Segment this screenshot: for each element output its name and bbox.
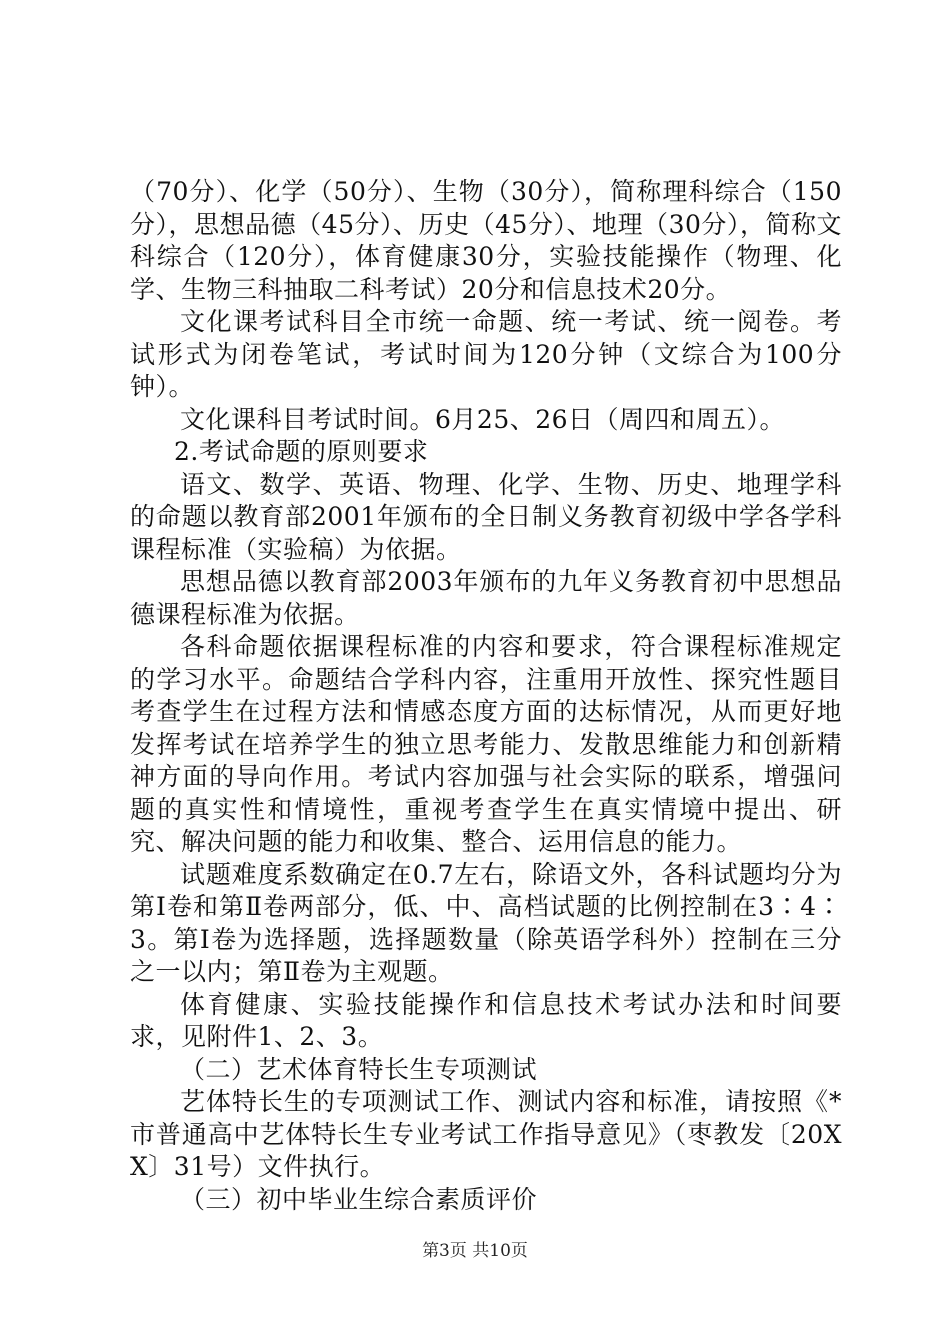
- paragraph-ethics-basis: 思想品德以教育部2003年颁布的九年义务教育初中思想品德课程标准为依据。: [130, 567, 842, 629]
- page-number-footer: 第3页 共10页: [422, 1241, 528, 1261]
- document-body: [130, 176, 842, 1216]
- paragraph-arts-sports: 艺体特长生的专项测试工作、测试内容和标准，请按照《*市普通高中艺体特长生专业考试工作指导意见》（枣教发〔20XX〕31号）文件执行。: [130, 1087, 842, 1181]
- section-heading-arts-sports: （二）艺术体育特长生专项测试: [180, 1054, 538, 1084]
- paragraph-pe-tests: 体育健康、实验技能操作和信息技术考试办法和时间要求，见附件1、2、3。: [130, 989, 842, 1051]
- paragraph-difficulty: 试题难度系数确定在0.7左右，除语文外，各科试题均分为第Ⅰ卷和第Ⅱ卷两部分，低、中、高档试题的比例控制在3∶4∶3。第Ⅰ卷为选择题，选择题数量（除英语学科外）控制在三分之一以内；第Ⅱ卷为主观题。: [130, 859, 842, 986]
- paragraph-exam-time: 文化课科目考试时间。6月25、26日（周四和周五）。: [180, 404, 786, 434]
- paragraph-question-design: 各科命题依据课程标准的内容和要求，符合课程标准规定的学习水平。命题结合学科内容，注重用开放性、探究性题目考查学生在过程方法和情感态度方面的达标情况，从而更好地发挥考试在培养学生的独立思考能力、发散思维能力和创新精神方面的导向作用。考试内容加强与社会实际的联系，增强问题的真实性和情境性，重视考查学生在真实情境中提出、研究、解决问题的能力和收集、整合、运用信息的能力。: [130, 632, 842, 856]
- section-heading-evaluation: （三）初中毕业生综合素质评价: [180, 1184, 538, 1214]
- paragraph-subject-basis: 语文、数学、英语、物理、化学、生物、历史、地理学科的命题以教育部2001年颁布的全日制义务教育初级中学各学科课程标准（实验稿）为依据。: [130, 469, 842, 564]
- paragraph-score-breakdown: （70分）、化学（50分）、生物（30分），简称理科综合（150分），思想品德（45分）、历史（45分）、地理（30分），简称文科综合（120分），体育健康30分，实验技能操作（物理、化学、生物三科抽取二科考试）20分和信息技术20分。: [130, 177, 842, 304]
- section-heading-principles: 2.考试命题的原则要求: [174, 437, 429, 466]
- paragraph-exam-format: 文化课考试科目全市统一命题、统一考试、统一阅卷。考试形式为闭卷笔试，考试时间为120分钟（文综合为100分钟）。: [130, 307, 842, 401]
